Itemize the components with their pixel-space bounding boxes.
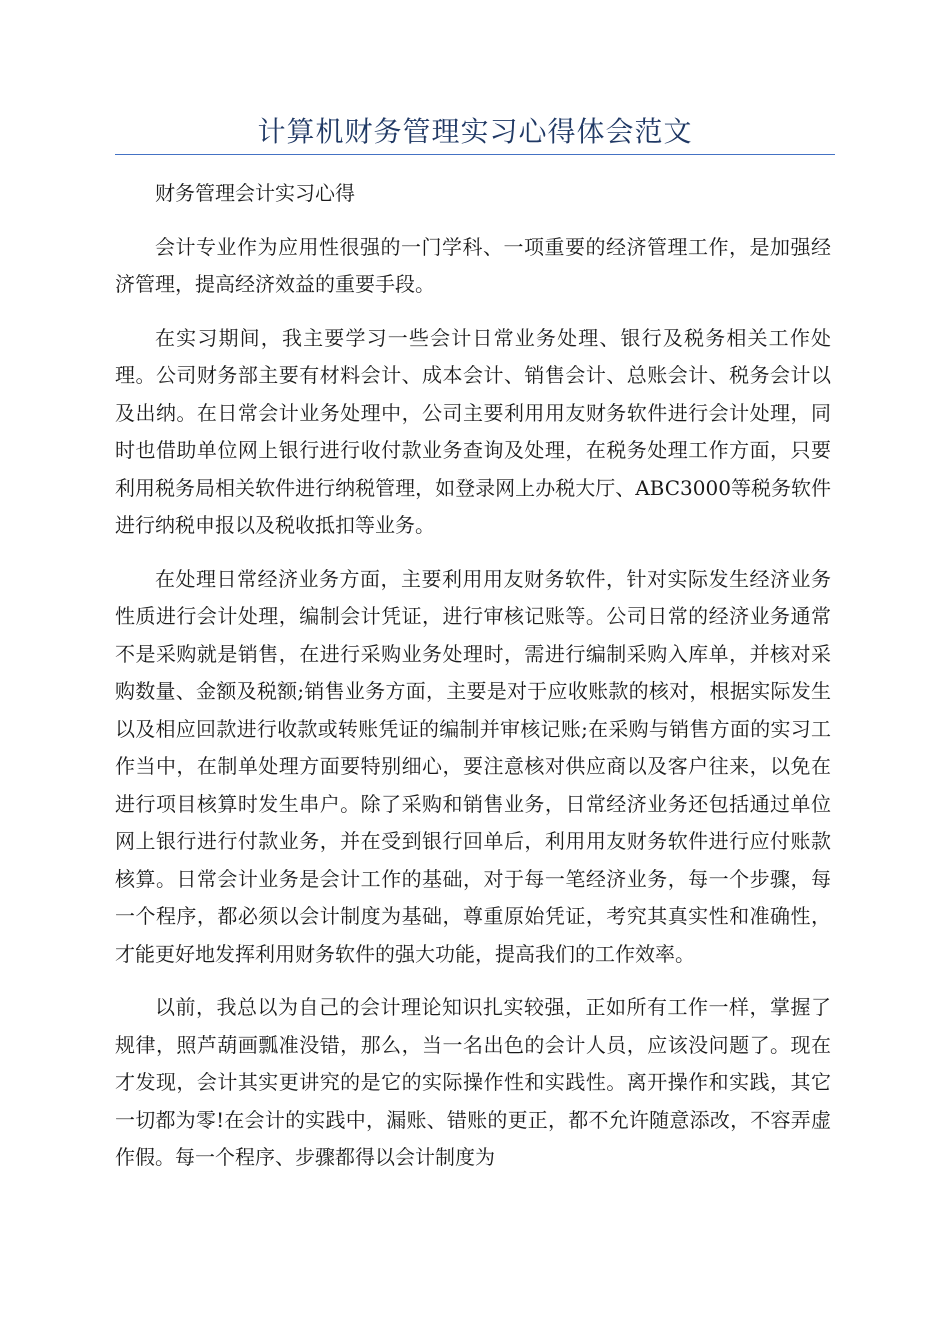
document-title: 计算机财务管理实习心得体会范文 xyxy=(257,115,693,148)
document-body xyxy=(115,175,831,1193)
paragraph: 会计专业作为应用性很强的一门学科、一项重要的经济管理工作，是加强经济管理，提高经济效益的重要手段。 xyxy=(115,234,831,296)
paragraph: 在实习期间，我主要学习一些会计日常业务处理、银行及税务相关工作处理。公司财务部主要有材料会计、成本会计、销售会计、总账会计、税务会计以及出纳。在日常会计业务处理中，公司主要利用用友财务软件进行会计处理，同时也借助单位网上银行进行收付款业务查询及处理，在税务处理工作方面，只要利用税务局相关软件进行纳税管理，如登录网上办税大厅、ABC3000等税务软件进行纳税申报以及税收抵扣等业务。 xyxy=(115,325,831,537)
title-underline xyxy=(115,154,835,155)
section-heading: 财务管理会计实习心得 xyxy=(155,181,355,205)
paragraph: 在处理日常经济业务方面，主要利用用友财务软件，针对实际发生经济业务性质进行会计处理，编制会计凭证，进行审核记账等。公司日常的经济业务通常不是采购就是销售，在进行采购业务处理时，需进行编制采购入库单，并核对采购数量、金额及税额;销售业务方面，主要是对于应收账款的核对，根据实际发生以及相应回款进行收款或转账凭证的编制并审核记账;在采购与销售方面的实习工作当中，在制单处理方面要特别细心，要注意核对供应商以及客户往来，以免在进行项目核算时发生串户。除了采购和销售业务，日常经济业务还包括通过单位网上银行进行付款业务，并在受到银行回单后，利用用友财务软件进行应付账款核算。日常会计业务是会计工作的基础，对于每一笔经济业务，每一个步骤，每一个程序，都必须以会计制度为基础，尊重原始凭证，考究其真实性和准确性，才能更好地发挥利用财务软件的强大功能，提高我们的工作效率。 xyxy=(115,566,831,966)
paragraph: 以前，我总以为自己的会计理论知识扎实较强，正如所有工作一样，掌握了规律，照芦葫画瓢准没错，那么，当一名出色的会计人员，应该没问题了。现在才发现，会计其实更讲究的是它的实际操作性和实践性。离开操作和实践，其它一切都为零!在会计的实践中，漏账、错账的更正，都不允许随意添改，不容弄虚作假。每一个程序、步骤都得以会计制度为 xyxy=(115,995,831,1169)
